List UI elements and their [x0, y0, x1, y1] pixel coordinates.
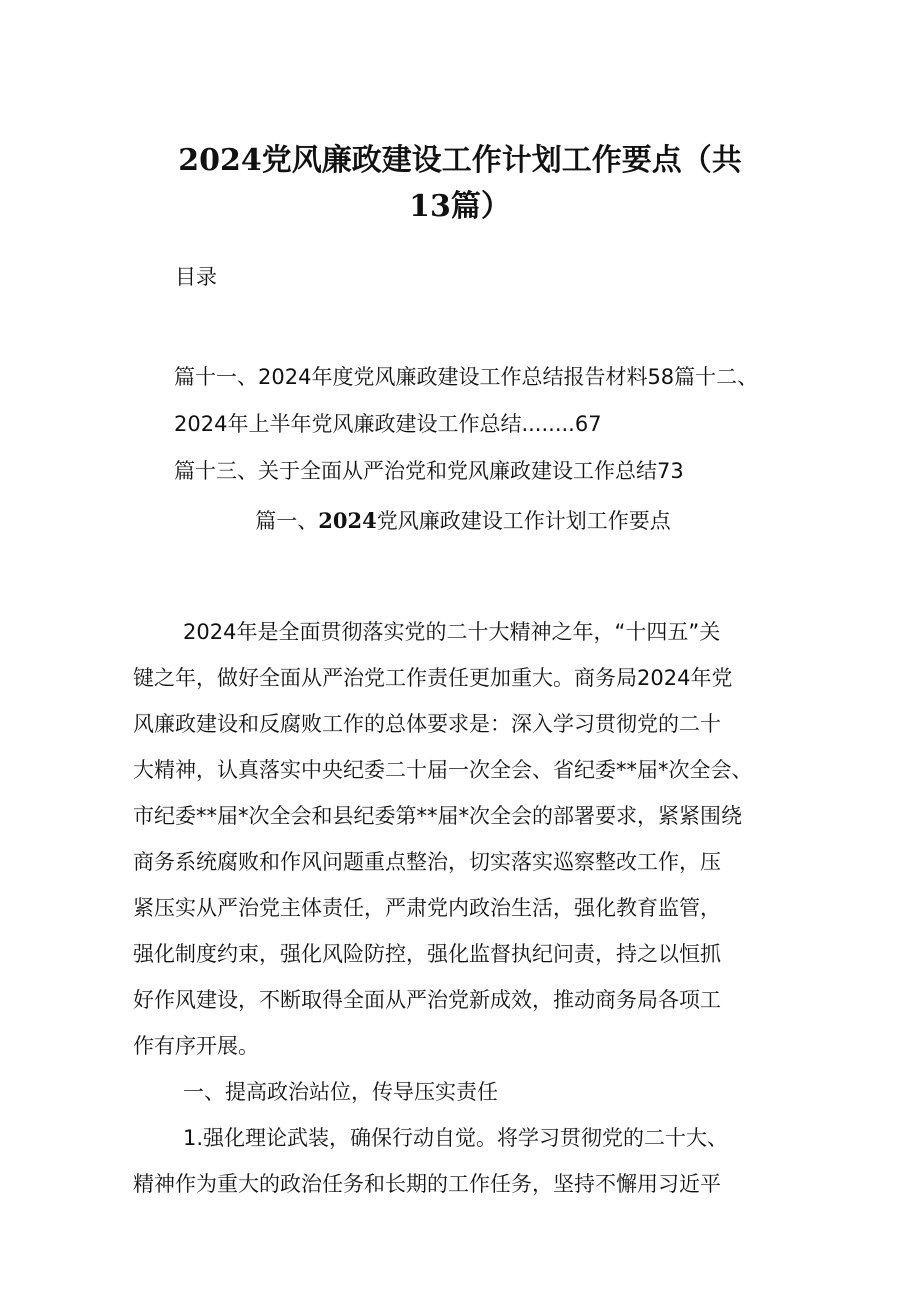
body-line: 市纪委**届*次全会和县纪委第**届*次全会的部署要求，紧紧围绕: [133, 804, 742, 828]
body-line: 键之年，做好全面从严治党工作责任更加重大。商务局2024年党: [133, 666, 733, 690]
body-line: 风廉政建设和反腐败工作的总体要求是：深入学习贯彻党的二十: [133, 712, 721, 736]
subheading-line: 一、提高政治站位，传导压实责任: [183, 1080, 498, 1104]
body-line: 紧压实从严治党主体责任，严肃党内政治生活，强化教育监管，: [133, 896, 721, 920]
body-line: 作有序开展。: [133, 1034, 259, 1058]
section-title-year: 2024: [318, 508, 377, 533]
body-line: 2024年是全面贯彻落实党的二十大精神之年，“十四五”关: [183, 620, 721, 644]
toc-entry: 篇十三、关于全面从严治党和党风廉政建设工作总结73: [174, 459, 684, 483]
body-line: 1.强化理论武装，确保行动自觉。将学习贯彻党的二十大、: [183, 1126, 729, 1150]
body-line: 强化制度约束，强化风险防控，强化监督执纪问责，持之以恒抓: [133, 942, 721, 966]
document-title-line-2: 13篇）: [409, 189, 511, 224]
section-title-prefix: 篇一、: [255, 509, 319, 533]
toc-entry: 篇十一、2024年度党风廉政建设工作总结报告材料58篇十二、: [174, 365, 759, 389]
body-text: [133, 609, 793, 1207]
body-line: 精神作为重大的政治任务和长期的工作任务，坚持不懈用习近平: [133, 1172, 721, 1196]
body-line: 商务系统腐败和作风问题重点整治，切实落实巡察整改工作，压: [133, 850, 721, 874]
section-title: [150, 506, 776, 536]
body-line: 好作风建设，不断取得全面从严治党新成效，推动商务局各项工: [133, 988, 721, 1012]
body-line: 大精神，认真落实中央纪委二十届一次全会、省纪委**届*次全会、: [133, 758, 753, 782]
section-title-rest: 党风廉政建设工作计划工作要点: [376, 509, 671, 533]
toc-heading: 目录: [175, 265, 217, 289]
toc-entry: 2024年上半年党风廉政建设工作总结........67: [174, 412, 602, 436]
document-title-line-1: 2024党风廉政建设工作计划工作要点（共: [178, 143, 742, 178]
